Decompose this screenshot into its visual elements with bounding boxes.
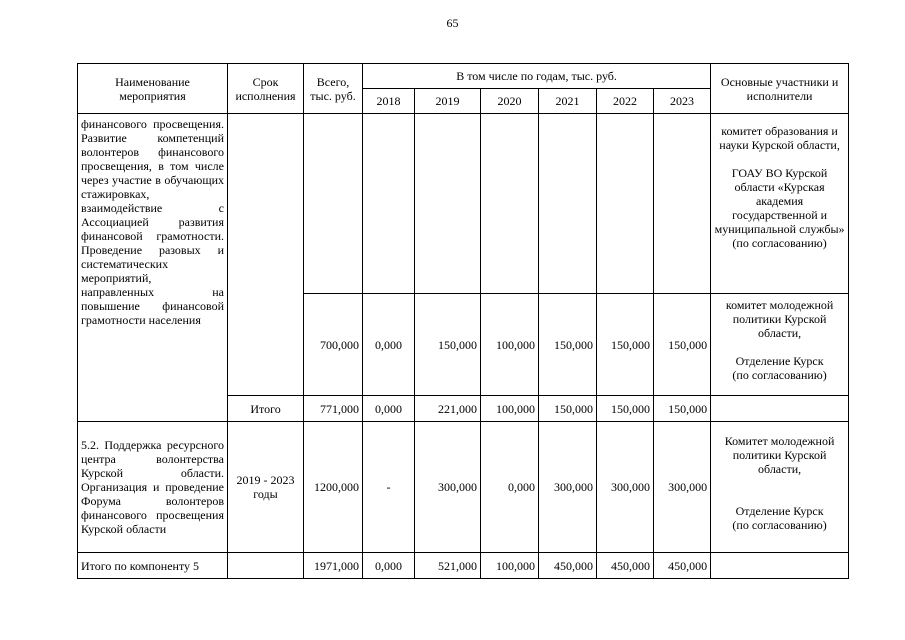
- year-value: 300,000: [597, 422, 654, 553]
- year-value: 300,000: [415, 422, 481, 553]
- header-name: Наименование мероприятия: [78, 64, 228, 114]
- year-value: 0,000: [363, 294, 415, 396]
- year-value: 100,000: [481, 553, 539, 579]
- header-total: Всего, тыс. руб.: [304, 64, 363, 114]
- event-description: 5.2. Поддержка ресурсного центра волонтерства Курской области. Организация и проведение Форума волонтеров финансового просвещения Курской области: [81, 438, 224, 536]
- participants-cell: комитет образования и науки Курской области, ГОАУ ВО Курской области «Курская академия государственной и муниципальной службы» (по согласованию): [711, 114, 849, 294]
- subtotal-label: Итого: [228, 396, 304, 422]
- empty-cell: [597, 114, 654, 294]
- participants-cell: комитет молодежной политики Курской области, Отделение Курск (по согласованию): [711, 294, 849, 396]
- header-term: Срок исполнения: [228, 64, 304, 114]
- year-value: 221,000: [415, 396, 481, 422]
- header-year: 2023: [654, 89, 711, 114]
- total-cell: 700,000: [304, 294, 363, 396]
- total-cell: 771,000: [304, 396, 363, 422]
- empty-cell: [228, 553, 304, 579]
- empty-cell: [481, 114, 539, 294]
- header-year: 2020: [481, 89, 539, 114]
- year-value: 0,000: [481, 422, 539, 553]
- year-value: 450,000: [597, 553, 654, 579]
- header-participants: Основные участники и исполнители: [711, 64, 849, 114]
- year-value: 0,000: [363, 396, 415, 422]
- empty-cell: [711, 553, 849, 579]
- header-row: [78, 64, 849, 89]
- year-value: -: [363, 422, 415, 553]
- page-number: 65: [446, 16, 459, 30]
- event-description-cell: [78, 114, 228, 422]
- total-cell: 1971,000: [304, 553, 363, 579]
- empty-cell: [415, 114, 481, 294]
- budget-table: [77, 63, 849, 579]
- year-value: 150,000: [654, 396, 711, 422]
- year-value: 100,000: [481, 294, 539, 396]
- year-value: 150,000: [597, 294, 654, 396]
- component-total-row: [78, 553, 849, 579]
- empty-cell: [711, 396, 849, 422]
- total-cell: 1200,000: [304, 422, 363, 553]
- year-value: 300,000: [539, 422, 597, 553]
- table-row: [78, 422, 849, 553]
- year-value: 150,000: [597, 396, 654, 422]
- year-value: 0,000: [363, 553, 415, 579]
- year-value: 100,000: [481, 396, 539, 422]
- empty-cell: [539, 114, 597, 294]
- table-row: [78, 114, 849, 294]
- year-value: 150,000: [539, 294, 597, 396]
- year-value: 450,000: [654, 553, 711, 579]
- term-cell: 2019 - 2023 годы: [228, 422, 304, 553]
- empty-cell: [654, 114, 711, 294]
- year-value: 150,000: [654, 294, 711, 396]
- year-value: 150,000: [539, 396, 597, 422]
- header-year: 2022: [597, 89, 654, 114]
- header-year: 2019: [415, 89, 481, 114]
- year-value: 450,000: [539, 553, 597, 579]
- header-year: 2021: [539, 89, 597, 114]
- term-cell: [228, 114, 304, 396]
- header-year: 2018: [363, 89, 415, 114]
- component-total-label: Итого по компоненту 5: [78, 553, 228, 579]
- empty-cell: [363, 114, 415, 294]
- event-description: финансового просвещения. Развитие компетенций волонтеров финансового просвещения, в том числе через участие в обучающих стажировках, взаимодействие с Ассоциацией развития финансовой грамотности. Проведение разовых и систематических мероприятий, направленных на повышение финансовой грамотности населения: [81, 117, 224, 327]
- empty-cell: [304, 114, 363, 294]
- year-value: 150,000: [415, 294, 481, 396]
- participants-cell: Комитет молодежной политики Курской области, Отделение Курск (по согласованию): [711, 422, 849, 553]
- event-description-cell: [78, 422, 228, 553]
- year-value: 521,000: [415, 553, 481, 579]
- year-value: 300,000: [654, 422, 711, 553]
- header-by-years: В том числе по годам, тыс. руб.: [363, 64, 711, 89]
